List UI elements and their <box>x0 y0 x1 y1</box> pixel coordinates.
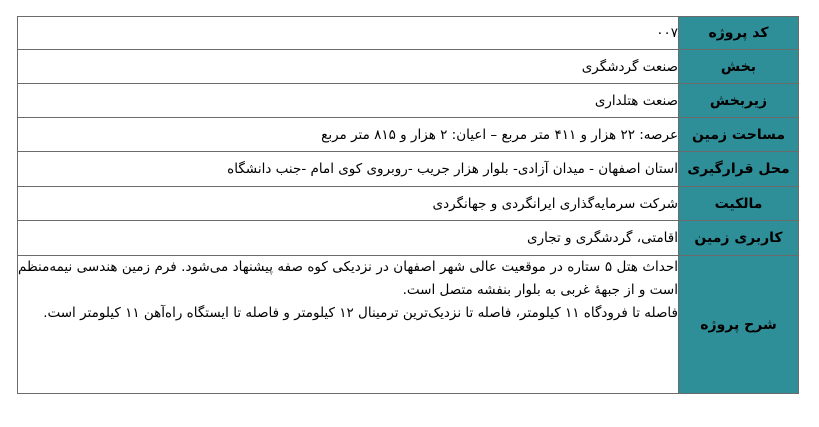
land-area-label: مساحت زمین <box>679 118 799 152</box>
project-code-label: کد پروژه <box>679 17 799 50</box>
subsector-label: زیربخش <box>679 84 799 118</box>
project-description-label: شرح پروژه <box>679 256 799 394</box>
description-paragraph-1: احداث هتل ۵ ستاره در موقعیت عالی شهر اصفهان در نزدیکی کوه صفه پیشنهاد می‌شود. فرم زمین هندسی نیمه‌منظم است و از جبههٔ غربی به بلوار بنفشه متصل است. <box>18 259 678 298</box>
table-row <box>18 256 799 394</box>
table-row <box>18 152 799 187</box>
project-info-table <box>17 16 799 394</box>
ownership-value: شرکت سرمایه‌گذاری ایرانگردی و جهانگردی <box>18 187 679 221</box>
table-row <box>18 17 799 50</box>
project-code-value: ۰۰۷ <box>18 17 679 50</box>
table-row <box>18 221 799 256</box>
land-use-value: اقامتی، گردشگری و تجاری <box>18 221 679 256</box>
table-row <box>18 84 799 118</box>
project-description-value <box>18 256 679 394</box>
ownership-label: مالکیت <box>679 187 799 221</box>
land-use-label: کاربری زمین <box>679 221 799 256</box>
table-row <box>18 118 799 152</box>
location-value: استان اصفهان - میدان آزادی- بلوار هزار جریب -روبروی کوی امام -جنب دانشگاه <box>18 152 679 187</box>
land-area-value: عرصه: ۲۲ هزار و ۴۱۱ متر مربع – اعیان: ۲ هزار و ۸۱۵ متر مربع <box>18 118 679 152</box>
table-row <box>18 187 799 221</box>
table-row <box>18 50 799 84</box>
subsector-value: صنعت هتلداری <box>18 84 679 118</box>
description-paragraph-2: فاصله تا فرودگاه ۱۱ کیلومتر، فاصله تا نزدیک‌ترین ترمینال ۱۲ کیلومتر و فاصله تا ایستگاه راه‌آهن ۱۱ کیلومتر است. <box>43 305 678 321</box>
location-label: محل قرارگیری <box>679 152 799 187</box>
sector-label: بخش <box>679 50 799 84</box>
sector-value: صنعت گردشگری <box>18 50 679 84</box>
